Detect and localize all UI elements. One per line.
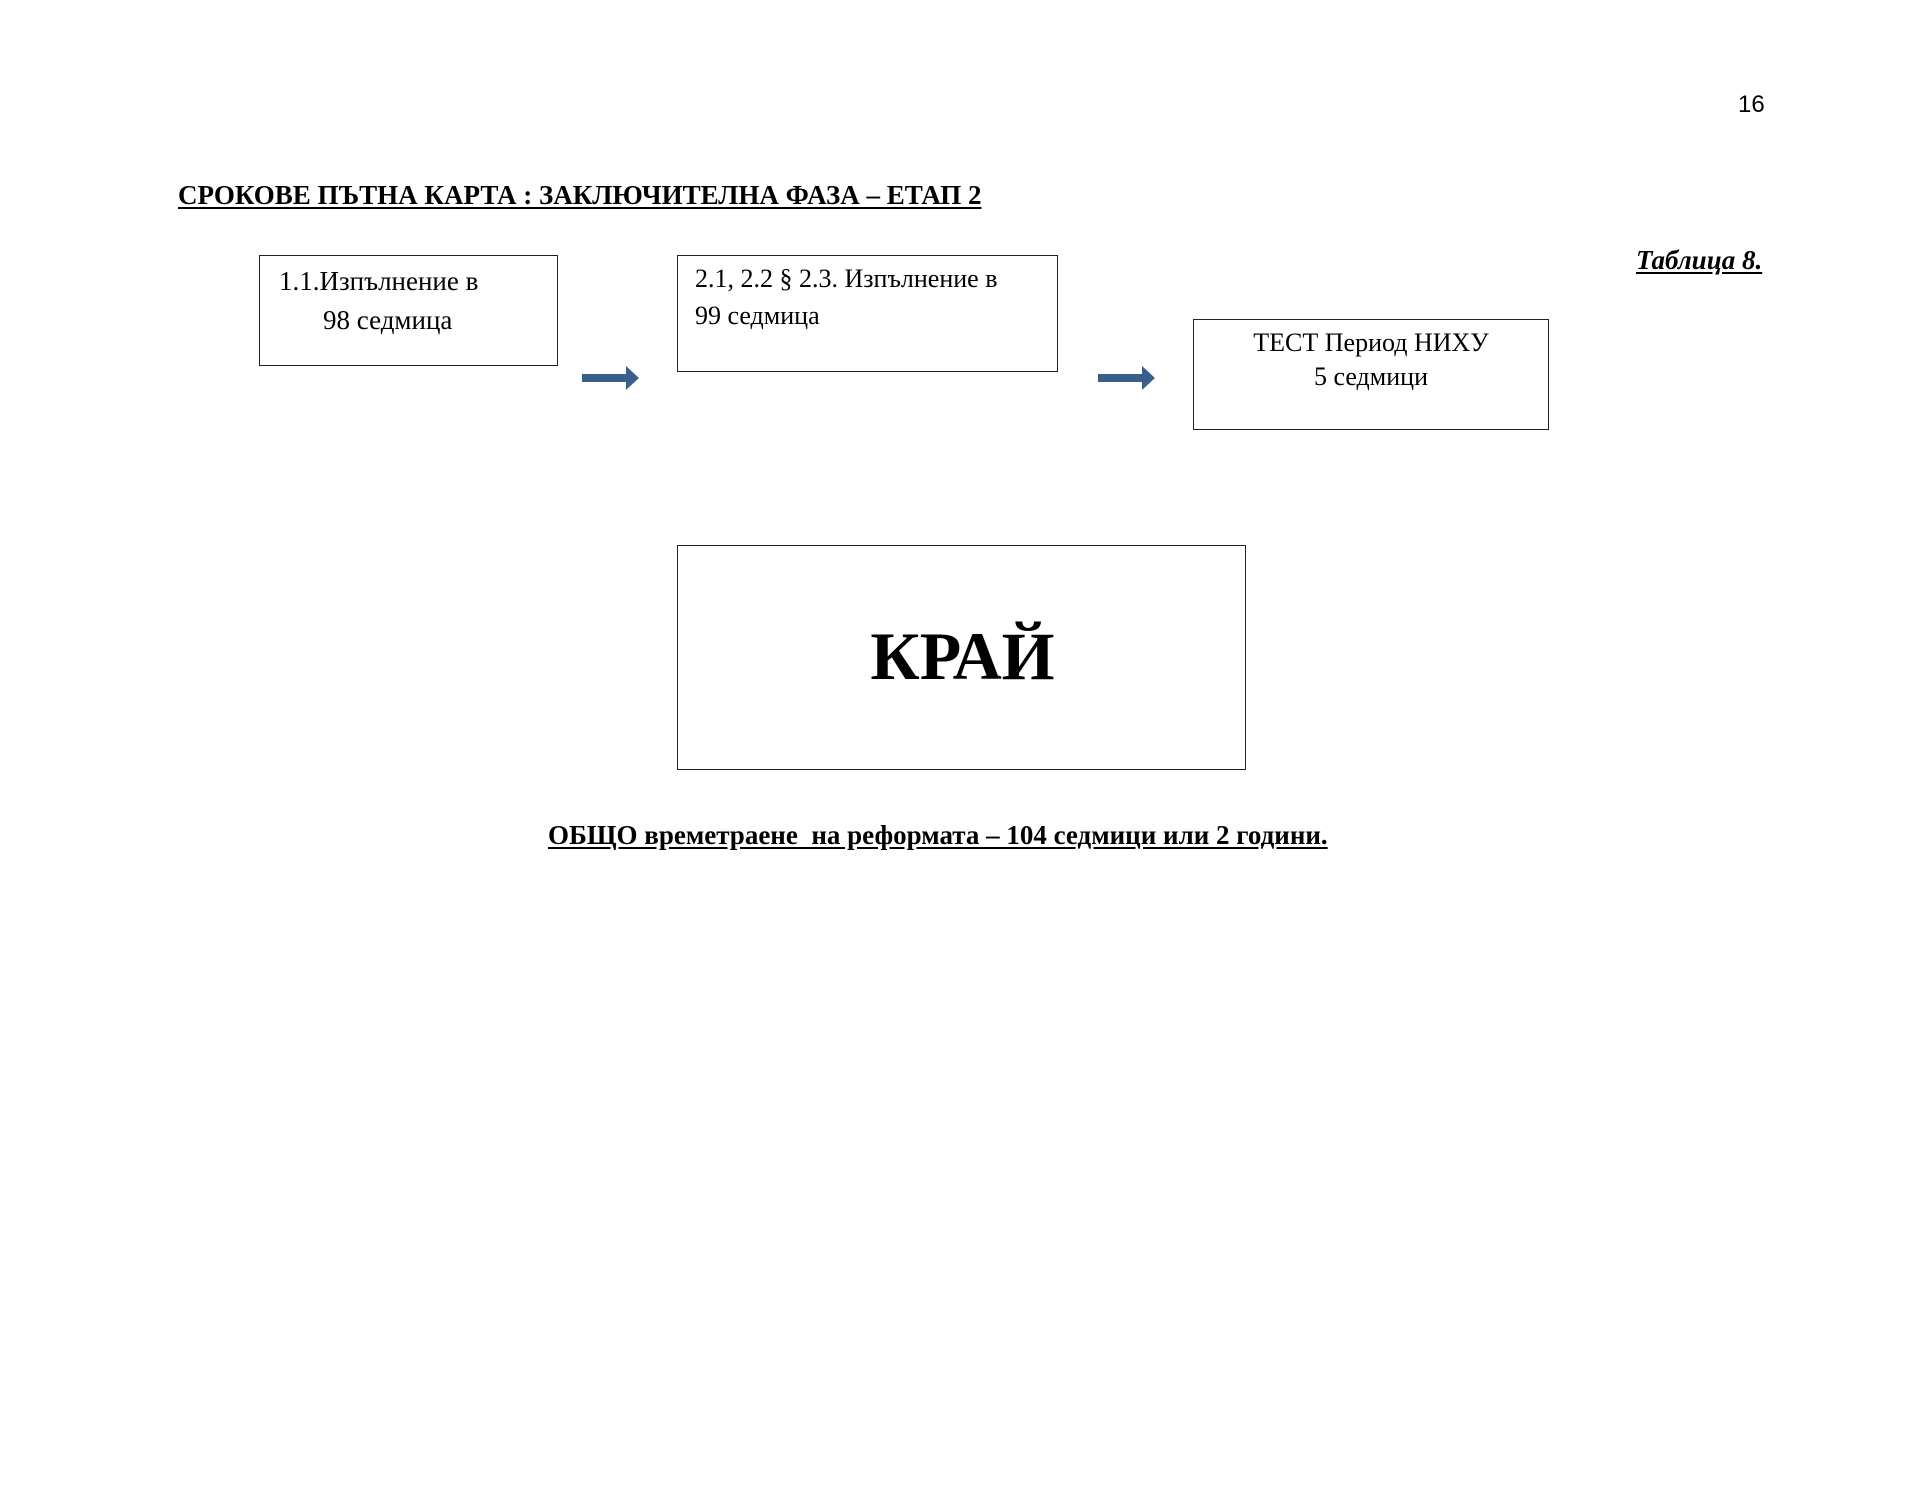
page-number: 16 — [1738, 91, 1765, 118]
flow-step-3 — [1193, 319, 1549, 430]
summary-text: ОБЩО времетраене на реформата – 104 седмици или 2 години. — [548, 820, 1328, 850]
end-box — [677, 545, 1246, 770]
table-label: Таблица 8. — [1636, 245, 1763, 275]
page-title: СРОКОВЕ ПЪТНА КАРТА : ЗАКЛЮЧИТЕЛНА ФАЗА – ЕТАП 2 — [178, 180, 982, 210]
right-arrow-icon — [582, 365, 640, 391]
right-arrow-icon — [1098, 365, 1156, 391]
flow-step-2-line-1: 2.1, 2.2 § 2.3. Изпълнение в — [695, 264, 998, 293]
flow-step-3-line-1: ТЕСТ Период НИХУ — [1253, 328, 1489, 357]
flow-step-1-line-2: 98 седмица — [323, 305, 453, 335]
right-arrow-shape — [1098, 366, 1155, 390]
flow-step-2-line-2: 99 седмица — [695, 301, 820, 330]
flow-step-2 — [677, 255, 1058, 372]
end-label: КРАЙ — [870, 617, 1055, 694]
flow-step-3-line-2: 5 седмици — [1314, 362, 1428, 391]
flow-step-1-line-1: 1.1.Изпълнение в — [279, 266, 479, 296]
right-arrow-shape — [582, 366, 639, 390]
flow-step-1 — [259, 255, 558, 366]
